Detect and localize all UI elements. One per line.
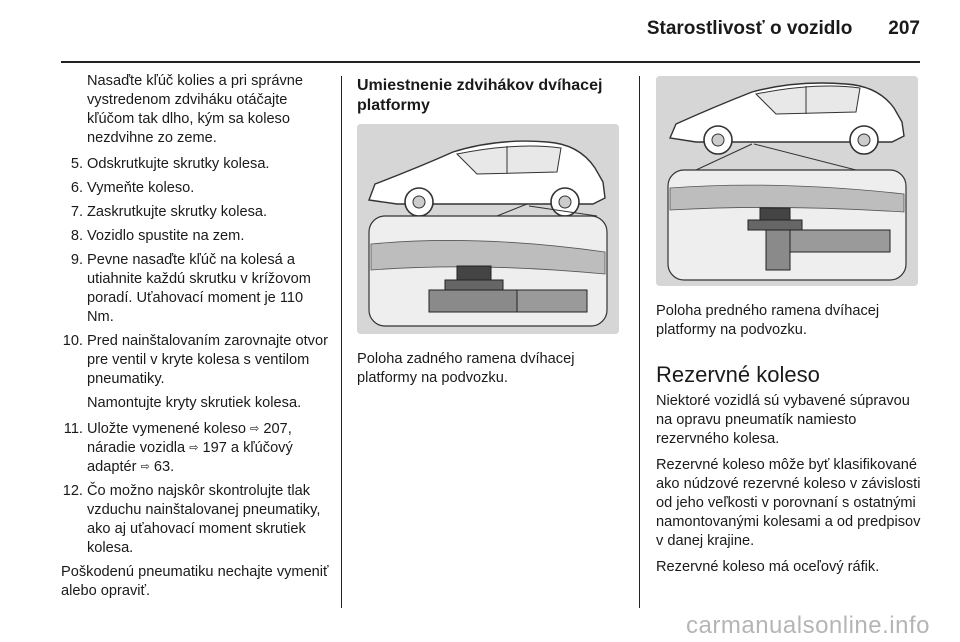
front-lift-illustration bbox=[656, 76, 918, 286]
step-text: Pred nainštalovaním zarovnajte otvor pre ventil v kryte kolesa s ventilom pneumatiky. bbox=[87, 333, 328, 387]
column-right bbox=[656, 72, 922, 584]
step-number: 11. bbox=[63, 421, 83, 437]
step-text: Pevne nasaďte kľúč na kolesá a utiahnite každú skrutku v krížovom poradí. Uťahovací moment je 110 Nm. bbox=[87, 252, 311, 325]
watermark: carmanualsonline.info bbox=[686, 612, 930, 639]
step-item bbox=[61, 482, 329, 558]
step-text: Čo možno najskôr skontrolujte tlak vzduchu nainštalovanej pneumatiky, ako aj uťahovací moment skrutiek kolesa. bbox=[87, 483, 321, 556]
spare-wheel-paragraph: Niektoré vozidlá sú vybavené súpravou na opravu pneumatík namiesto rezervného kolesa. bbox=[656, 393, 910, 447]
step-item bbox=[61, 203, 329, 222]
text-run: a kľúčový adaptér bbox=[87, 440, 293, 475]
step-text: Odskrutkujte skrutky kolesa. bbox=[87, 156, 270, 172]
column-divider-2 bbox=[639, 76, 640, 608]
column-middle bbox=[357, 72, 623, 395]
step-text: Vymeňte koleso. bbox=[87, 180, 195, 196]
outro-paragraph: Poškodenú pneumatiku nechajte vymeniť alebo opraviť. bbox=[61, 564, 329, 599]
step-number: 6. bbox=[70, 180, 83, 196]
step-text: Vozidlo spustite na zem. bbox=[87, 228, 245, 244]
step-text: Zaskrutkujte skrutky kolesa. bbox=[87, 204, 268, 220]
step-number: 12. bbox=[62, 483, 83, 499]
column-divider-1 bbox=[341, 76, 342, 608]
intro-paragraph: Nasaďte kľúč kolies a pri správne vystredenom zdviháku otáčajte kľúčom tak dlho, kým sa koleso nezdvihne zo zeme. bbox=[87, 73, 304, 146]
spare-wheel-heading: Rezervné koleso bbox=[656, 362, 820, 387]
step-number: 9. bbox=[70, 252, 83, 268]
lift-points-heading: Umiestnenie zdvihákov dvíhacej platformy bbox=[357, 77, 603, 114]
page-number: 207 bbox=[888, 18, 920, 39]
page-ref-icon: ⇨ bbox=[250, 423, 260, 435]
page-ref-link[interactable]: 207 bbox=[263, 421, 288, 437]
step-10-extra: Namontujte kryty skrutiek kolesa. bbox=[87, 395, 302, 411]
step-number: 10. bbox=[62, 333, 83, 349]
step-text bbox=[87, 421, 293, 475]
spare-wheel-paragraph: Rezervné koleso môže byť klasifikované ako núdzové rezervné koleso v závislosti od jeho veľkosti v porovnaní s ostatnými namontovanými kolesami a od predpisov v danej krajine. bbox=[656, 457, 921, 549]
steps-list bbox=[61, 155, 329, 389]
header-rule bbox=[61, 61, 920, 63]
rear-figure-caption: Poloha zadného ramena dvíhacej platformy na podvozku. bbox=[357, 351, 575, 386]
step-item bbox=[61, 420, 329, 477]
step-item bbox=[61, 251, 329, 327]
steps-list-cont bbox=[61, 420, 329, 558]
rear-lift-illustration bbox=[357, 124, 619, 334]
page-ref-link[interactable]: 197 bbox=[202, 440, 227, 456]
front-lift-point-figure bbox=[656, 76, 918, 286]
step-item bbox=[61, 332, 329, 389]
step-item bbox=[61, 179, 329, 198]
spare-wheel-paragraph: Rezervné koleso má oceľový ráfik. bbox=[656, 559, 880, 575]
step-number: 7. bbox=[70, 204, 83, 220]
page-ref-link[interactable]: 63 bbox=[153, 459, 171, 475]
front-figure-caption: Poloha predného ramena dvíhacej platformy na podvozku. bbox=[656, 303, 880, 338]
column-left bbox=[61, 72, 329, 608]
page-ref-icon: ⇨ bbox=[189, 442, 199, 454]
text-run: Uložte vymenené koleso bbox=[87, 421, 251, 437]
section-title: Starostlivosť o vozidlo bbox=[646, 18, 853, 39]
text-run: . bbox=[170, 459, 175, 475]
page-ref-icon: ⇨ bbox=[140, 461, 150, 473]
step-number: 8. bbox=[70, 228, 83, 244]
rear-lift-point-figure bbox=[357, 124, 619, 334]
step-item bbox=[61, 155, 329, 174]
step-number: 5. bbox=[70, 156, 83, 172]
step-item bbox=[61, 227, 329, 246]
text-run: , náradie vozidla bbox=[87, 421, 292, 456]
page-header bbox=[647, 18, 920, 48]
